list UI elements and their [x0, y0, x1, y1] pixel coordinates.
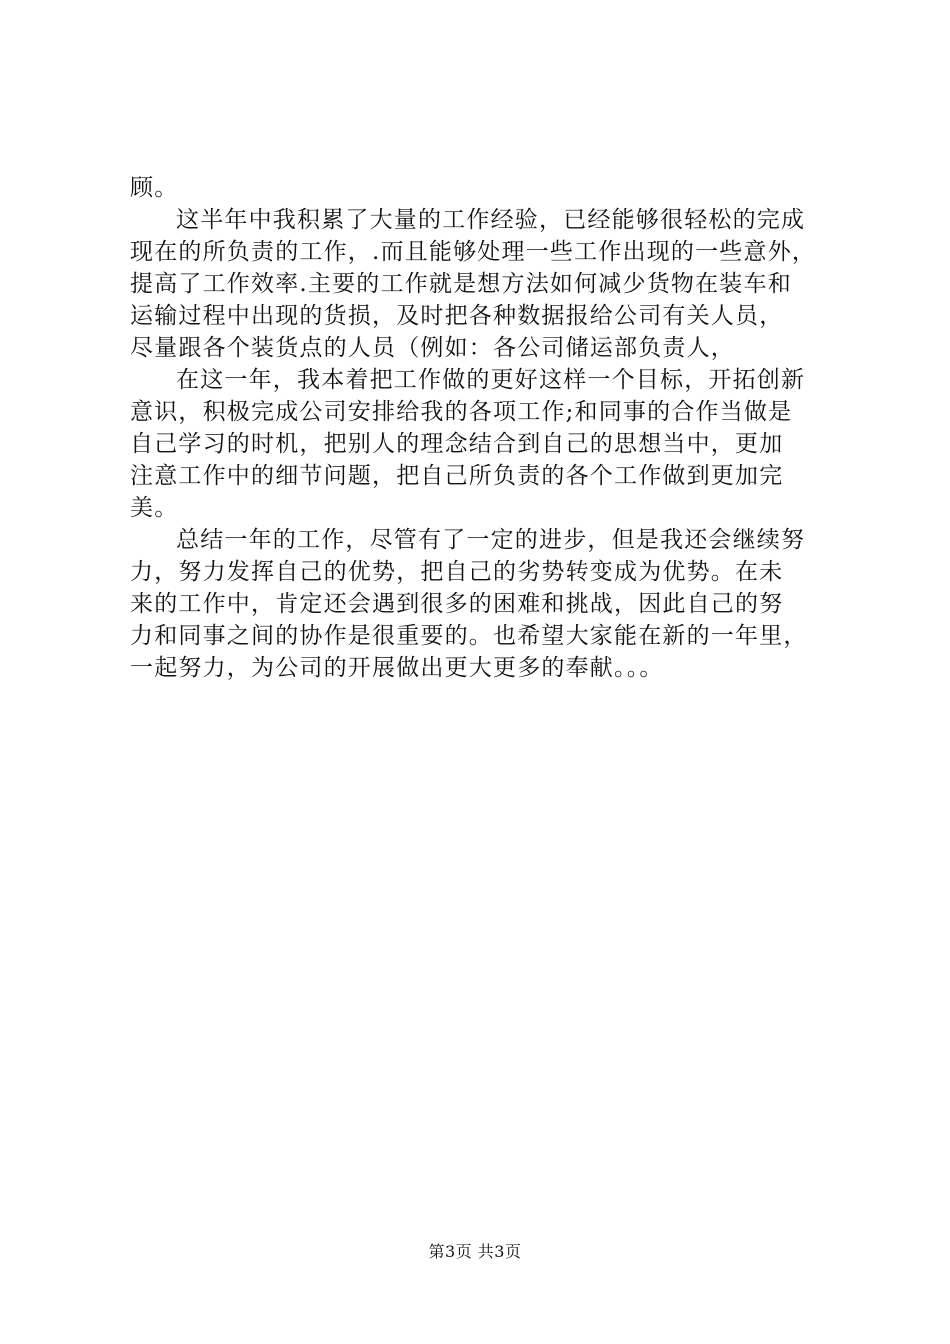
- text-line: 力和同事之间的协作是很重要的。也希望大家能在新的一年里，: [130, 623, 808, 649]
- text-line: 意识，积极完成公司安排给我的各项工作;和同事的合作当做是: [130, 399, 793, 425]
- text-line: 尽量跟各个装货点的人员（例如：各公司储运部负责人，: [130, 335, 735, 361]
- paragraph-start-line: 总结一年的工作，尽管有了一定的进步，但是我还会继续努: [176, 527, 806, 553]
- text-line: 现在的所负责的工作，.而且能够处理一些工作出现的一些意外，: [130, 239, 817, 265]
- text-line: 力，努力发挥自己的优势，把自己的劣势转变成为优势。在未: [130, 559, 784, 585]
- text-line: 顾。: [130, 175, 179, 201]
- text-line: 自己学习的时机，把别人的理念结合到自己的思想当中，更加: [130, 431, 784, 457]
- document-body: [130, 172, 830, 684]
- text-line: 美。: [130, 495, 179, 521]
- text-line: 来的工作中，肯定还会遇到很多的困难和挑战，因此自己的努: [130, 591, 784, 617]
- paragraph-start-line: 在这一年，我本着把工作做的更好这样一个目标，开拓创新: [176, 367, 806, 393]
- text-line: 注意工作中的细节问题，把自己所负责的各个工作做到更加完: [130, 463, 784, 489]
- text-line: 一起努力，为公司的开展做出更大更多的奉献。。。: [130, 655, 664, 681]
- paragraph-start-line: 这半年中我积累了大量的工作经验，已经能够很轻松的完成: [176, 207, 806, 233]
- page-number-footer: 第3页 共3页: [428, 1242, 522, 1261]
- text-line: 运输过程中出现的货损，及时把各种数据报给公司有关人员，: [130, 303, 784, 329]
- text-line: 提高了工作效率.主要的工作就是想方法如何减少货物在装车和: [130, 271, 792, 297]
